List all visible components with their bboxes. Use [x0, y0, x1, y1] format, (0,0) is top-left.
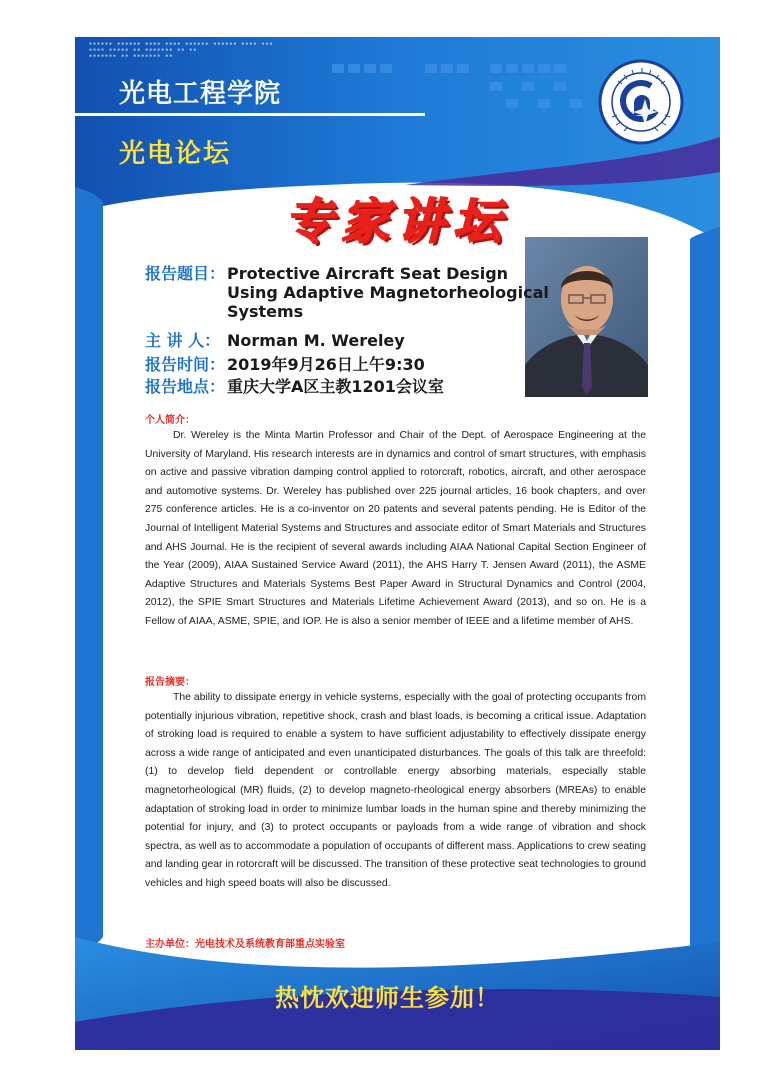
abstract-text: The ability to dissipate energy in vehicle systems, especially with the goal of protecting occupants from potentially injurious vibration, repetitive shock, crash and blast loads, is becoming a critical issue. Adaptation of stroking load is required to enable a system to have sufficient adjustability to effectively dissipate energy across a wide range of anticipated and even unanticipated disturbances. The goals of this talk are threefold: (1) to develop field dependent or controllable energy absorbing materials, especially stable magnetorheological (MR) fluids, (2) to develop magneto-rheological energy absorbers (MREAs) to enable adaptation of stroking load in order to minimize lumbar loads in the human spine and thereby minimizing the potential for injury, and (3) to protect occupants or payloads from a wide range of vibration and shock spectra, as well as to accommodate a population of occupants of different mass. Applications to crew seating and landing gear in rotorcraft will be discussed. The transition of these protective seat technologies to ground vehicles and high speed boats will also be discussed. — [145, 692, 646, 889]
forum-name: 光电论坛 — [119, 139, 232, 169]
poster — [75, 37, 720, 1050]
school-name: 光电工程学院 — [119, 79, 282, 109]
place-label: 报告地点： — [145, 377, 226, 396]
speaker-label: 主 讲 人： — [145, 331, 221, 350]
university-seal-icon — [598, 59, 684, 145]
welcome-message: 热忱欢迎师生参加！ — [275, 983, 500, 1012]
speaker-row — [145, 331, 405, 350]
place-value: 重庆大学A区主教1201会议室 — [227, 377, 444, 396]
place-row — [145, 377, 444, 396]
topic-row — [145, 264, 549, 321]
abstract-heading: 报告摘要： — [145, 677, 195, 688]
host-unit: 主办单位：光电技术及系统教育部重点实验室 — [145, 939, 345, 950]
title-banner: 专家讲坛 — [285, 194, 510, 250]
topic-value — [227, 264, 549, 321]
speaker-name: Norman M. Wereley — [227, 331, 405, 350]
time-row — [145, 355, 425, 374]
decorative-dots: ▪▪▪▪▪▪ ▪▪▪▪▪▪ ▪▪▪▪ ▪▪▪▪ ▪▪▪▪▪▪ ▪▪▪▪▪▪ ▪▪▪▪ ▪▪▪ ▪▪▪▪ ▪▪▪▪▪ ▪▪ ▪▪▪▪▪▪▪ ▪▪ ▪▪ ▪▪▪▪▪▪▪ ▪▪ ▪▪▪▪▪▪▪ ▪▪ — [89, 41, 274, 59]
topic-line-2: Using Adaptive Magnetorheological — [227, 283, 549, 302]
topic-label: 报告题目： — [145, 264, 226, 283]
time-label: 报告时间： — [145, 355, 226, 374]
bio-text: Dr. Wereley is the Minta Martin Professor and Chair of the Dept. of Aerospace Engineering at the University of Maryland. His research interests are in dynamics and control of smart structures, with emphasis on active and passive vibration damping control applied to rotorcraft, robotics, aircraft, and other aerospace and automotive systems. Dr. Wereley has published over 225 journal articles, 16 book chapters, and over 275 conference articles. He is a co-inventor on 20 patents and several patents pending. He is Editor of the Journal of Intelligent Material Systems and Structures and associate editor of Smart Materials and Structures and AHS Journal. He is the recipient of several awards including AIAA National Capital Section Engineer of the Year (2009), AIAA Sustained Service Award (2011), the AHS Harry T. Jensen Award (2011), the ASME Adaptive Structures and Materials Systems Best Paper Award in Structural Dynamics and Control (2004, 2012), the SPIE Smart Structures and Materials Lifetime Achievement Award (2013), and so on. He is a Fellow of AIAA, ASME, SPIE, and IOP. He is also a senior member of IEEE and a lifetime member of AHS. — [145, 430, 646, 627]
topic-line-1: Protective Aircraft Seat Design — [227, 264, 509, 283]
topic-line-3: Systems — [227, 302, 304, 321]
time-value: 2019年9月26日上午9:30 — [227, 355, 425, 374]
bio-heading: 个人简介： — [145, 415, 195, 426]
